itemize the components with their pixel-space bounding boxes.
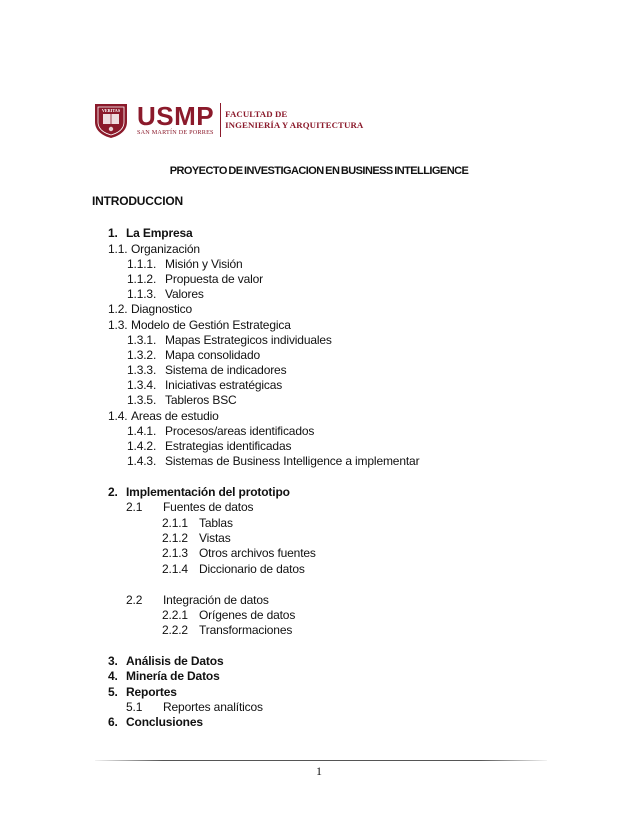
toc-number: 1.4.2.	[127, 439, 157, 453]
toc-label: Iniciativas estratégicas	[165, 378, 283, 392]
toc-number: 5.1	[126, 700, 143, 714]
toc-item-1-3-1	[127, 333, 332, 347]
toc-number: 2.1	[126, 500, 143, 514]
toc-number: 5.	[108, 685, 118, 699]
toc-item-1-4-2	[127, 439, 291, 453]
toc-label: Transformaciones	[199, 623, 293, 637]
toc-number: 1.3.	[108, 318, 128, 332]
toc-label: Otros archivos fuentes	[199, 546, 316, 560]
toc-item-2-1-3	[162, 546, 316, 560]
intro-heading: INTRODUCCION	[92, 194, 183, 208]
toc-item-2	[108, 485, 290, 499]
toc-label: Análisis de Datos	[126, 654, 224, 668]
toc-label: Mapa consolidado	[165, 348, 261, 362]
toc-item-1-4	[108, 409, 219, 423]
toc-label: Modelo de Gestión Estrategica	[131, 318, 291, 332]
document-title: PROYECTO DE INVESTIGACION EN BUSINESS INTELLIGENCE	[169, 165, 469, 177]
toc-label: Procesos/areas identificados	[165, 424, 315, 438]
toc-number: 2.1.4	[162, 562, 188, 576]
toc-item-1-4-3	[127, 454, 419, 468]
logo-subtitle: SAN MARTÍN DE PORRES	[137, 129, 214, 136]
toc-number: 1.1.2.	[127, 272, 157, 286]
toc-label: Tableros BSC	[165, 393, 237, 407]
toc-item-1-1-3	[127, 287, 204, 301]
toc-item-1	[108, 226, 193, 240]
toc-label: Valores	[165, 287, 204, 301]
toc-number: 2.2.1	[162, 608, 188, 622]
toc-item-2-1-1	[162, 516, 233, 530]
toc-item-4	[108, 669, 220, 683]
toc-number: 1.3.3.	[127, 363, 157, 377]
toc-number: 1.3.4.	[127, 378, 157, 392]
toc-number: 3.	[108, 654, 118, 668]
toc-label: La Empresa	[126, 226, 193, 240]
toc-number: 2.1.2	[162, 531, 188, 545]
toc-item-2-1-2	[162, 531, 231, 545]
toc-label: Misión y Visión	[165, 257, 243, 271]
toc-number: 1.1.1.	[127, 257, 157, 271]
toc-item-2-2	[126, 593, 269, 607]
toc-label: Implementación del prototipo	[126, 485, 290, 499]
toc-label: Minería de Datos	[126, 669, 220, 683]
toc-item-1-3-4	[127, 378, 282, 392]
toc-number: 2.2	[126, 593, 143, 607]
toc-label: Conclusiones	[126, 715, 203, 729]
toc-number: 1.2.	[108, 302, 128, 316]
toc-number: 1.3.2.	[127, 348, 157, 362]
toc-item-2-2-1	[162, 608, 295, 622]
toc-label: Sistema de indicadores	[165, 363, 287, 377]
toc-number: 6.	[108, 715, 118, 729]
toc-item-1-3-5	[127, 393, 237, 407]
toc-number: 1.3.5.	[127, 393, 157, 407]
toc-number: 1.4.	[108, 409, 128, 423]
toc-label: Vistas	[199, 531, 231, 545]
toc-label: Mapas Estrategicos individuales	[165, 333, 332, 347]
toc-item-1-1	[108, 242, 200, 256]
toc-label: Diccionario de datos	[199, 562, 305, 576]
toc-number: 1.4.3.	[127, 454, 157, 468]
toc-item-1-3-2	[127, 348, 260, 362]
faculty-line-2: INGENIERÍA Y ARQUITECTURA	[225, 120, 364, 130]
toc-label: Tablas	[199, 516, 233, 530]
toc-item-1-1-1	[127, 257, 243, 271]
toc-label: Areas de estudio	[131, 409, 219, 423]
toc-number: 1.	[108, 226, 118, 240]
toc-number: 4.	[108, 669, 118, 683]
toc-item-1-3	[108, 318, 291, 332]
toc-number: 2.2.2	[162, 623, 188, 637]
toc-label: Orígenes de datos	[199, 608, 296, 622]
logo-name: USMP	[137, 101, 215, 131]
toc-item-1-4-1	[127, 424, 314, 438]
university-seal-icon	[91, 100, 131, 140]
faculty-line-1: FACULTAD DE	[225, 109, 288, 119]
toc-label: Reportes	[126, 685, 177, 699]
toc-item-1-2	[108, 302, 192, 316]
footer-rule	[95, 760, 547, 761]
seal-text: VERITAS	[101, 108, 121, 113]
toc-label: Reportes analíticos	[163, 700, 263, 714]
toc-item-1-3-3	[127, 363, 286, 377]
page-number: 1	[316, 764, 322, 778]
toc-label: Fuentes de datos	[163, 500, 254, 514]
toc-item-2-1-4	[162, 562, 305, 576]
toc-item-2-2-2	[162, 623, 292, 637]
university-logo	[91, 98, 363, 142]
toc-number: 2.	[108, 485, 118, 499]
toc-number: 1.1.3.	[127, 287, 157, 301]
logo-divider	[220, 103, 221, 137]
toc-label: Propuesta de valor	[165, 272, 264, 286]
toc-label: Integración de datos	[163, 593, 269, 607]
toc-number: 2.1.1	[162, 516, 188, 530]
toc-number: 1.4.1.	[127, 424, 157, 438]
toc-item-5-1	[126, 700, 263, 714]
toc-item-1-1-2	[127, 272, 263, 286]
toc-label: Organización	[131, 242, 200, 256]
toc-label: Sistemas de Business Intelligence a implementar	[165, 454, 420, 468]
toc-item-3	[108, 654, 223, 668]
toc-number: 1.1.	[108, 242, 128, 256]
toc-number: 1.3.1.	[127, 333, 157, 347]
toc-label: Diagnostico	[131, 302, 193, 316]
toc-item-6	[108, 715, 203, 729]
toc-label: Estrategias identificadas	[165, 439, 292, 453]
toc-number: 2.1.3	[162, 546, 188, 560]
toc-item-2-1	[126, 500, 253, 514]
toc-item-5	[108, 685, 177, 699]
